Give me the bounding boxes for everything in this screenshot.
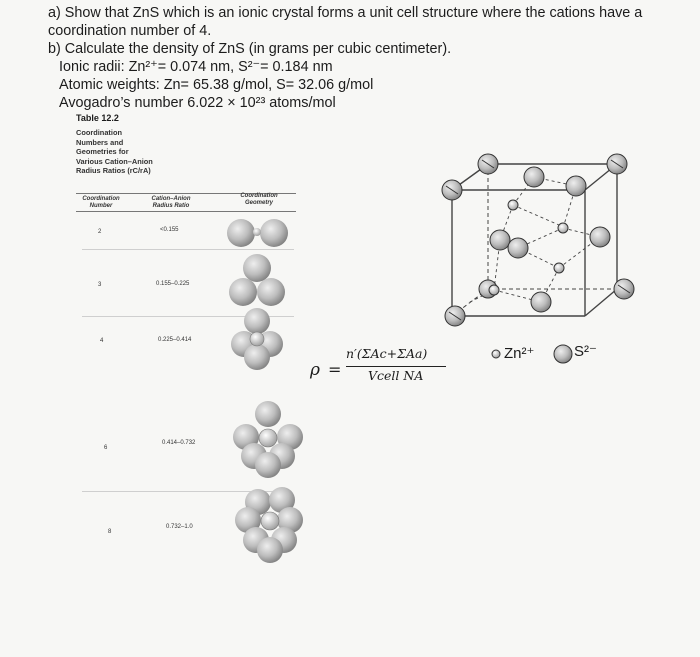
row-cn-8: 8 <box>108 529 112 535</box>
geometry-cn2 <box>227 219 288 247</box>
unit-cell-anions <box>442 154 634 326</box>
row-cn-6: 6 <box>104 445 108 451</box>
row-ratio-2: <0.155 <box>160 227 179 233</box>
atomic-weights: Atomic weights: Zn= 65.38 g/mol, S= 32.06 g/mol <box>59 77 374 93</box>
row-ratio-3: 0.155–0.225 <box>156 281 190 287</box>
caption-line: Coordination <box>76 128 122 137</box>
caption-line: Radius Ratios (rC/rA) <box>76 166 151 176</box>
formula-equals: = <box>328 360 342 379</box>
part-b: b) Calculate the density of ZnS (in grams per cubic centimeter). <box>48 41 452 57</box>
caption-line: Various Cation–Anion <box>76 156 153 166</box>
zn-legend-icon <box>492 350 500 358</box>
geometry-cn3 <box>229 254 285 306</box>
geometry-cn8 <box>235 487 303 563</box>
header-coordination-geometry: Coordination Geometry <box>240 193 278 206</box>
row-ratio-6: 0.414–0.732 <box>162 440 196 446</box>
row-ratio-4: 0.225–0.414 <box>158 337 192 343</box>
avogadro-number: Avogadro’s number 6.022 × 10²³ atoms/mol <box>59 95 336 111</box>
formula-lhs: ρ <box>310 360 320 380</box>
ionic-radii: Ionic radii: Zn²⁺= 0.074 nm, S²⁻= 0.184 nm <box>59 59 333 75</box>
header-coordination-number: Coordination Number <box>82 196 120 209</box>
geometry-cn6 <box>233 401 303 478</box>
header-radius-ratio: Cation–Anion Radius Ratio <box>151 196 191 209</box>
table-title: Table 12.2 <box>76 113 119 123</box>
geometry-cn4 <box>231 308 283 370</box>
s-legend-icon <box>554 345 572 363</box>
part-a-line-1: a) Show that ZnS which is an ionic crystal forms a unit cell structure where the cations have a <box>48 5 643 21</box>
legend-cation-label: Zn²⁺ <box>504 345 535 362</box>
caption-line: Geometries for <box>76 147 129 157</box>
legend-anion-label: S²⁻ <box>574 343 597 360</box>
row-cn-4: 4 <box>100 338 104 344</box>
caption-line: Numbers and <box>76 137 124 147</box>
part-a-line-2: coordination number of 4. <box>48 23 212 39</box>
formula-denominator: Vcell NA <box>368 368 424 383</box>
row-ratio-8: 0.732–1.0 <box>166 524 193 530</box>
row-cn-2: 2 <box>98 229 102 235</box>
formula-numerator: n′(ΣAc+ΣAa) <box>346 346 428 361</box>
row-cn-3: 3 <box>98 282 102 288</box>
fraction-bar <box>346 366 446 367</box>
